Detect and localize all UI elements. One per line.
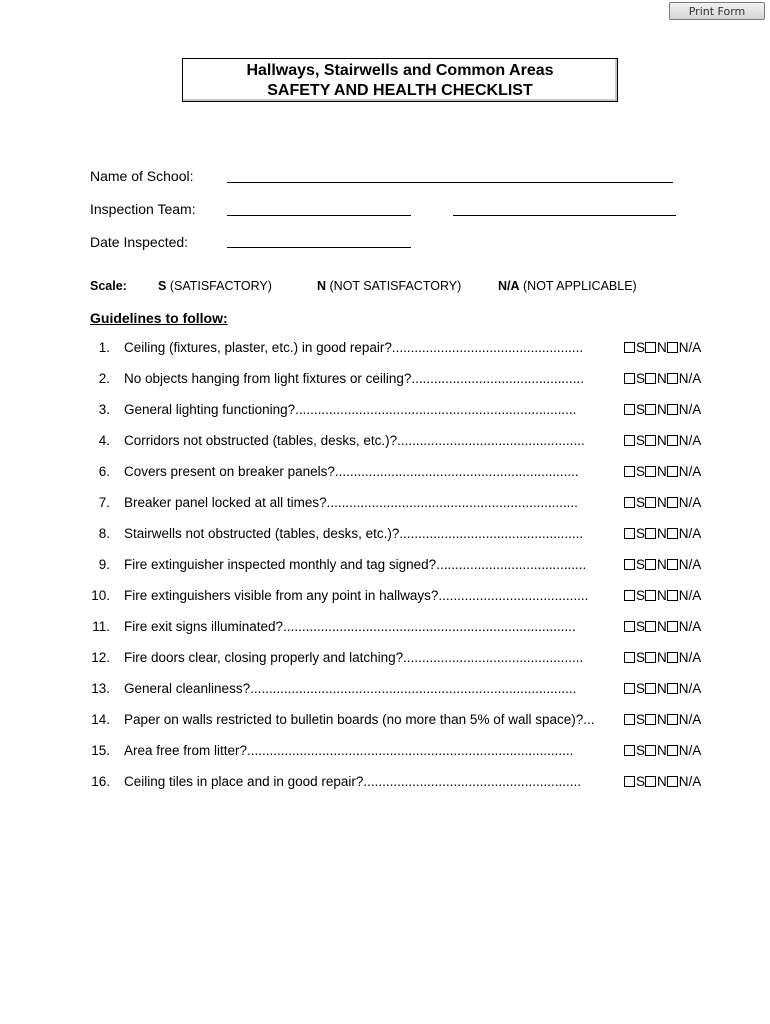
checklist-row: [0, 712, 770, 732]
leader-dots: ...: [583, 712, 595, 727]
option-n-label: N: [657, 340, 667, 355]
item-question-text: Area free from litter?: [124, 743, 248, 758]
item-question: [124, 464, 598, 479]
item-number: 12.: [91, 650, 110, 665]
checkbox-s[interactable]: [624, 621, 635, 632]
checkbox-na[interactable]: [667, 497, 678, 508]
leader-dots: ........................................: [436, 557, 587, 572]
option-s-label: S: [636, 650, 646, 665]
checkbox-s[interactable]: [624, 652, 635, 663]
option-s-label: S: [636, 495, 646, 510]
item-options: [624, 371, 701, 386]
item-options: [624, 650, 701, 665]
item-options: [624, 526, 701, 541]
item-options: [624, 557, 701, 572]
checkbox-s[interactable]: [624, 466, 635, 477]
checkbox-s[interactable]: [624, 559, 635, 570]
option-na-label: N/A: [678, 743, 702, 758]
item-question: [124, 557, 598, 572]
checkbox-s[interactable]: [624, 373, 635, 384]
item-options: [624, 464, 701, 479]
option-s-label: S: [636, 464, 646, 479]
checkbox-n[interactable]: [645, 435, 656, 446]
option-s-label: S: [636, 619, 646, 634]
checklist-row: [0, 619, 770, 639]
item-options: [624, 402, 701, 417]
checklist-row: [0, 495, 770, 515]
checkbox-na[interactable]: [667, 621, 678, 632]
scale-n-text: (NOT SATISFACTORY): [329, 279, 462, 293]
item-question: [124, 712, 598, 727]
leader-dots: ..................................................: [397, 433, 585, 448]
checklist-row: [0, 464, 770, 484]
item-number: 1.: [98, 340, 110, 355]
leader-dots: .......................................................................................: [247, 743, 574, 758]
checklist-row: [0, 588, 770, 608]
item-question-text: General cleanliness?: [124, 681, 251, 696]
item-options: [624, 588, 701, 603]
school-name-field[interactable]: [227, 182, 673, 183]
checkbox-n[interactable]: [645, 373, 656, 384]
item-question-text: Fire exit signs illuminated?: [124, 619, 284, 634]
item-question: [124, 340, 598, 355]
item-question: [124, 681, 598, 696]
option-n-label: N: [657, 712, 667, 727]
option-na-label: N/A: [678, 433, 702, 448]
checkbox-s[interactable]: [624, 745, 635, 756]
checkbox-s[interactable]: [624, 342, 635, 353]
checkbox-n[interactable]: [645, 652, 656, 663]
checkbox-n[interactable]: [645, 683, 656, 694]
school-name-label: Name of School:: [90, 168, 194, 184]
item-options: [624, 743, 701, 758]
option-n-label: N: [657, 464, 667, 479]
option-s-label: S: [636, 774, 646, 789]
option-n-label: N: [657, 774, 667, 789]
option-s-label: S: [636, 526, 646, 541]
option-n-label: N: [657, 681, 667, 696]
option-na-label: N/A: [678, 712, 702, 727]
option-n-label: N: [657, 433, 667, 448]
item-number: 8.: [98, 526, 110, 541]
inspection-team-label: Inspection Team:: [90, 201, 196, 217]
checkbox-na[interactable]: [667, 652, 678, 663]
scale-not-satisfactory: [317, 279, 461, 293]
checklist-row: [0, 402, 770, 422]
guidelines-heading: Guidelines to follow:: [90, 310, 228, 326]
date-inspected-field[interactable]: [227, 247, 411, 248]
option-n-label: N: [657, 557, 667, 572]
item-question-text: Stairwells not obstructed (tables, desks, etc.)?: [124, 526, 400, 541]
checkbox-n[interactable]: [645, 621, 656, 632]
item-question: [124, 526, 598, 541]
item-question-text: Ceiling (fixtures, plaster, etc.) in good repair?: [124, 340, 392, 355]
option-s-label: S: [636, 340, 646, 355]
option-s-label: S: [636, 681, 646, 696]
checkbox-na[interactable]: [667, 745, 678, 756]
item-question: [124, 371, 598, 386]
checkbox-n[interactable]: [645, 342, 656, 353]
date-inspected-label: Date Inspected:: [90, 234, 189, 250]
checklist-row: [0, 743, 770, 763]
item-question-text: Fire extinguishers visible from any point in hallways?: [124, 588, 439, 603]
item-question: [124, 774, 598, 789]
checkbox-n[interactable]: [645, 776, 656, 787]
item-question-text: Breaker panel locked at all times?: [124, 495, 327, 510]
item-number: 13.: [91, 681, 110, 696]
item-number: 15.: [91, 743, 110, 758]
checklist-row: [0, 371, 770, 391]
checkbox-s[interactable]: [624, 404, 635, 415]
leader-dots: ..............................................................................: [283, 619, 576, 634]
scale-satisfactory: [158, 279, 272, 293]
leader-dots: ..............................................: [411, 371, 584, 386]
option-s-label: S: [636, 433, 646, 448]
item-number: 10.: [91, 588, 110, 603]
checkbox-s[interactable]: [624, 528, 635, 539]
checkbox-na[interactable]: [667, 466, 678, 477]
checklist-row: [0, 557, 770, 577]
checkbox-s[interactable]: [624, 683, 635, 694]
item-question: [124, 619, 598, 634]
leader-dots: ................................................: [403, 650, 584, 665]
option-na-label: N/A: [678, 340, 702, 355]
leader-dots: .......................................................................................: [250, 681, 577, 696]
checkbox-na[interactable]: [667, 683, 678, 694]
checklist-row: [0, 681, 770, 701]
item-options: [624, 495, 701, 510]
item-question: [124, 588, 598, 603]
scale-s-code: S: [158, 279, 167, 293]
item-question: [124, 495, 598, 510]
checkbox-n[interactable]: [645, 497, 656, 508]
checkbox-na[interactable]: [667, 373, 678, 384]
option-na-label: N/A: [678, 371, 702, 386]
item-question: [124, 402, 598, 417]
checkbox-n[interactable]: [645, 559, 656, 570]
item-question-text: Covers present on breaker panels?: [124, 464, 335, 479]
checkbox-n[interactable]: [645, 466, 656, 477]
item-number: 9.: [98, 557, 110, 572]
scale-na-code: N/A: [498, 279, 520, 293]
item-question-text: Fire doors clear, closing properly and latching?: [124, 650, 404, 665]
item-options: [624, 712, 701, 727]
option-s-label: S: [636, 712, 646, 727]
checkbox-na[interactable]: [667, 590, 678, 601]
scale-not-applicable: [498, 279, 637, 293]
option-na-label: N/A: [678, 526, 702, 541]
item-number: 6.: [98, 464, 110, 479]
item-number: 14.: [91, 712, 110, 727]
checkbox-n[interactable]: [645, 745, 656, 756]
item-question-text: Ceiling tiles in place and in good repair?: [124, 774, 364, 789]
option-s-label: S: [636, 371, 646, 386]
option-s-label: S: [636, 743, 646, 758]
item-options: [624, 774, 701, 789]
option-na-label: N/A: [678, 557, 702, 572]
checkbox-na[interactable]: [667, 776, 678, 787]
checklist-row: [0, 340, 770, 360]
item-number: 4.: [98, 433, 110, 448]
leader-dots: .................................................: [399, 526, 584, 541]
checkbox-na[interactable]: [667, 342, 678, 353]
item-number: 3.: [98, 402, 110, 417]
scale-n-code: N: [317, 279, 327, 293]
checkbox-s[interactable]: [624, 714, 635, 725]
item-options: [624, 340, 701, 355]
checklist-row: [0, 526, 770, 546]
checkbox-s[interactable]: [624, 590, 635, 601]
inspection-team-field-2[interactable]: [453, 215, 676, 216]
option-n-label: N: [657, 402, 667, 417]
item-question-text: Paper on walls restricted to bulletin boards (no more than 5% of wall space)?: [124, 712, 584, 727]
leader-dots: ........................................: [438, 588, 589, 603]
option-n-label: N: [657, 743, 667, 758]
checklist-title: [182, 58, 618, 102]
option-na-label: N/A: [678, 464, 702, 479]
leader-dots: ...........................................................................: [295, 402, 577, 417]
item-number: 11.: [92, 619, 110, 634]
checkbox-na[interactable]: [667, 714, 678, 725]
item-question-text: Corridors not obstructed (tables, desks, etc.)?: [124, 433, 398, 448]
checklist-row: [0, 433, 770, 453]
option-na-label: N/A: [678, 495, 702, 510]
item-question-text: No objects hanging from light fixtures or ceiling?: [124, 371, 412, 386]
leader-dots: .................................................................: [334, 464, 579, 479]
item-options: [624, 619, 701, 634]
scale-na-text: (NOT APPLICABLE): [523, 279, 637, 293]
leader-dots: ...................................................................: [326, 495, 578, 510]
scale-s-text: (SATISFACTORY): [169, 279, 272, 293]
checkbox-n[interactable]: [645, 528, 656, 539]
option-n-label: N: [657, 371, 667, 386]
item-number: 7.: [98, 495, 110, 510]
item-question-text: General lighting functioning?: [124, 402, 296, 417]
checkbox-s[interactable]: [624, 497, 635, 508]
option-na-label: N/A: [678, 619, 702, 634]
checklist-row: [0, 650, 770, 670]
option-na-label: N/A: [678, 588, 702, 603]
leader-dots: ..........................................................: [363, 774, 581, 789]
title-line-2: SAFETY AND HEALTH CHECKLIST: [267, 82, 533, 99]
option-s-label: S: [636, 557, 646, 572]
checkbox-s[interactable]: [624, 776, 635, 787]
item-options: [624, 433, 701, 448]
item-question: [124, 433, 598, 448]
option-s-label: S: [636, 402, 646, 417]
leader-dots: ...................................................: [391, 340, 584, 355]
checkbox-na[interactable]: [667, 404, 678, 415]
option-na-label: N/A: [678, 650, 702, 665]
option-n-label: N: [657, 588, 667, 603]
checkbox-na[interactable]: [667, 528, 678, 539]
item-question: [124, 743, 598, 758]
checkbox-n[interactable]: [645, 404, 656, 415]
option-na-label: N/A: [678, 681, 702, 696]
item-options: [624, 681, 701, 696]
checklist-row: [0, 774, 770, 794]
item-question: [124, 650, 598, 665]
item-number: 2.: [98, 371, 110, 386]
title-line-1: Hallways, Stairwells and Common Areas: [246, 62, 554, 79]
print-form-button[interactable]: Print Form: [669, 2, 765, 20]
option-na-label: N/A: [678, 402, 702, 417]
option-n-label: N: [657, 650, 667, 665]
option-na-label: N/A: [678, 774, 702, 789]
checkbox-n[interactable]: [645, 714, 656, 725]
option-n-label: N: [657, 526, 667, 541]
checkbox-n[interactable]: [645, 590, 656, 601]
scale-label: Scale:: [90, 279, 127, 293]
option-s-label: S: [636, 588, 646, 603]
checkbox-na[interactable]: [667, 559, 678, 570]
option-n-label: N: [657, 495, 667, 510]
checkbox-s[interactable]: [624, 435, 635, 446]
checkbox-na[interactable]: [667, 435, 678, 446]
item-number: 16.: [91, 774, 110, 789]
inspection-team-field-1[interactable]: [227, 215, 411, 216]
option-n-label: N: [657, 619, 667, 634]
item-question-text: Fire extinguisher inspected monthly and tag signed?: [124, 557, 437, 572]
